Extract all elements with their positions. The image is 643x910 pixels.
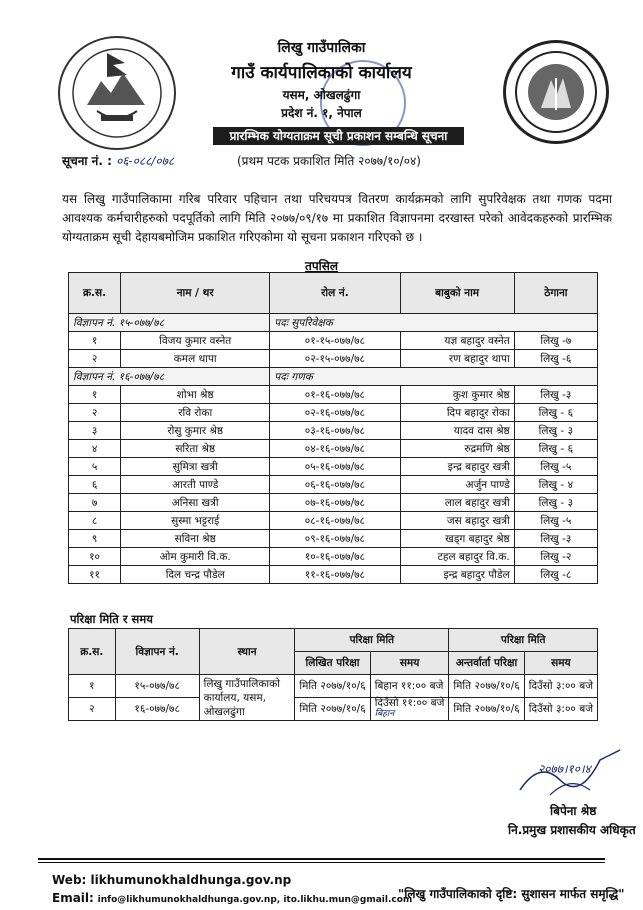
row-father-name: कुश कुमार श्रेष्ठ [400,386,514,404]
col-name: नाम / थर [121,273,270,314]
row-address: लिखु -७ [514,332,597,350]
row-name: रवि रोका [121,404,270,422]
row-roll-no: ०३-१६-०७७/७८ [270,422,400,440]
candidate-list-table [68,272,598,584]
signer-title: नि.प्रमुख प्रशासकीय अधिकृत [508,823,636,837]
row-roll-no: १०-१६-०७७/७८ [270,548,400,566]
row-roll-no: ०७-१६-०७७/७८ [270,494,400,512]
row-address: लिखु -५ [514,458,597,476]
municipality-name: लिखु गाउँपालिका [277,40,366,56]
handwritten-correction: बिहान [374,709,395,719]
row-name: सुमित्रा खत्री [121,458,270,476]
row-address: लिखु -५ [514,512,597,530]
exam-ad-no: १६-०७७/७८ [115,698,199,721]
row-roll-no: ०२-१६-०७७/७८ [270,404,400,422]
row-father-name: रण बहादुर थापा [400,350,514,368]
row-address: लिखु - ६ [514,440,597,458]
row-father-name: लाल बहादुर खत्री [400,494,514,512]
table-row [69,404,598,422]
exam-time2: दिउँसो ३:०० बजे [524,698,597,721]
exam-time1: बिहान ११:०० बजे [370,675,449,698]
row-name: ओम कुमारी वि.क. [121,548,270,566]
row-father-name: रुद्रमणि श्रेष्ठ [400,440,514,458]
row-father-name: खड्ग बहादुर श्रेष्ठ [400,530,514,548]
row-father-name: यज्ञ बहादुर वस्नेत [400,332,514,350]
row-father-name: दिप बहादुर रोका [400,404,514,422]
row-name: सरिता श्रेष्ठ [121,440,270,458]
row-sn: १ [69,386,121,404]
table-row [69,386,598,404]
row-father-name: इन्द्र बहादुर पौडेल [400,566,514,584]
row-sn: ९ [69,530,121,548]
table-header-row [69,273,598,314]
signature-icon [510,740,630,800]
exam-col-interview: अन्तर्वार्ता परिक्षा [449,652,524,675]
table-row [69,350,598,368]
row-father-name: यादव दास श्रेष्ठ [400,422,514,440]
ad-number-label: विज्ञापन नं. १५-०७७/७८ [69,314,270,332]
row-address: लिखु -३ [514,386,597,404]
table-row [69,512,598,530]
col-address: ठेगाना [514,273,597,314]
office-address: यसम, ओखलढुंगा [282,88,361,102]
table-row [69,332,598,350]
tapsil-heading: तपसिल [304,259,338,273]
exam-col-ad: विज्ञापन नं. [115,629,199,675]
exam-col-date-group: परिक्षा मिति [295,629,449,652]
row-address: लिखु -३ [514,530,597,548]
row-roll-no: ११-१६-०७७/७८ [270,566,400,584]
row-roll-no: ०९-१६-०७७/७८ [270,530,400,548]
exam-sn: २ [69,698,116,721]
row-name: विजय कुमार वस्नेत [121,332,270,350]
footer-web [52,873,291,887]
post-label: पदः गणक [270,368,598,386]
exam-time2: दिउँसो ३:०० बजे [524,675,597,698]
exam-col-time2: समय [524,652,597,675]
table-row [69,476,598,494]
exam-schedule-table [68,628,598,721]
notice-title: प्रारम्भिक योग्यताक्रम सूची प्रकाशन सम्बन्धि सूचना [213,127,464,145]
row-name: शोभा श्रेष्ठ [121,386,270,404]
exam-venue: लिखु गाउँपालिकाको कार्यालय, यसम, ओखलढुंगा [199,675,295,721]
handwritten-date: २०७७।१०।४ [538,762,591,776]
exam-interview-date: मिति २०७७/१०/६ [449,675,524,698]
reference-number [62,152,174,169]
row-roll-no: ०२-१५-०७७/७८ [270,350,400,368]
row-name: रोसु कुमार श्रेष्ठ [121,422,270,440]
table-row [69,530,598,548]
exam-time1-cell [370,698,449,721]
row-father-name: जस बहादुर खत्री [400,512,514,530]
row-roll-no: ०१-१६-०७७/७८ [270,386,400,404]
table-row [69,675,598,698]
reference-value: ०६-०८८/०७८ [116,154,175,168]
footer-email [52,891,412,905]
row-name: आरती पाण्डे [121,476,270,494]
row-name: कमल थापा [121,350,270,368]
exam-col-venue: स्थान [199,629,295,675]
exam-col-interview-group: परिक्षा मिति [449,629,598,652]
col-sn: क्र.स. [69,273,121,314]
col-father: बाबुको नाम [400,273,514,314]
row-sn: २ [69,404,121,422]
col-roll: रोल नं. [270,273,400,314]
email-link[interactable]: info@likhumunokhaldhunga.gov.np, ito.likhu.mun@gmail.com [97,895,413,905]
row-sn: ८ [69,512,121,530]
reference-label: सूचना नं. : [62,154,112,168]
row-name: दिल चन्द्र पौडेल [121,566,270,584]
exam-written-date: मिति २०७७/१०/६ [295,698,370,721]
web-label: Web: [52,873,87,887]
table-row [69,458,598,476]
exam-section-heading: परिक्षा मिति र समय [70,612,153,626]
table-header-row [69,629,598,652]
web-link[interactable]: likhumunokhaldhunga.gov.np [90,873,292,887]
row-sn: ६ [69,476,121,494]
row-address: लिखु - ३ [514,422,597,440]
row-sn: ४ [69,440,121,458]
row-address: लिखु -२ [514,548,597,566]
row-sn: १ [69,332,121,350]
exam-sn: १ [69,675,116,698]
province-line: प्रदेश नं. १, नेपाल [281,106,362,120]
row-address: लिखु - ६ [514,404,597,422]
footer-divider [38,862,605,863]
row-sn: ११ [69,566,121,584]
row-sn: १० [69,548,121,566]
exam-time1: दिउँसो ११:०० बजे [374,697,445,709]
exam-col-written: लिखित परिक्षा [295,652,370,675]
table-row [69,548,598,566]
row-roll-no: ०५-१६-०७७/७८ [270,458,400,476]
row-address: लिखु - ३ [514,494,597,512]
table-row [69,494,598,512]
row-father-name: इन्द्र बहादुर खत्री [400,458,514,476]
row-name: अनिसा खत्री [121,494,270,512]
row-name: सुस्मा भट्टराई [121,512,270,530]
exam-written-date: मिति २०७७/१०/६ [295,675,370,698]
row-roll-no: ०६-१६-०७७/७८ [270,476,400,494]
table-row [69,440,598,458]
email-label: Email: [52,891,94,905]
row-sn: ५ [69,458,121,476]
group-header-row [69,368,598,386]
row-father-name: टहल बहादुर वि.क. [400,548,514,566]
exam-col-sn: क्र.स. [69,629,116,675]
publication-note: (प्रथम पटक प्रकाशित मिति २०७७/१०/०४) [237,154,421,168]
table-row [69,698,598,721]
group-header-row [69,314,598,332]
exam-interview-date: मिति २०७७/१०/६ [449,698,524,721]
office-name: गाउँ कार्यपालिकाको कार्यालय [231,63,412,83]
exam-ad-no: १५-०७७/७८ [115,675,199,698]
row-roll-no: ०१-१५-०७७/७८ [270,332,400,350]
ad-number-label: विज्ञापन नं. १६-०७७/७८ [69,368,270,386]
row-address: लिखु - ४ [514,476,597,494]
signer-name: बिपेना श्रेष्ठ [550,804,597,818]
notice-body: यस लिखु गाउँपालिकामा गरिब परिवार पहिचान तथा परिचयपत्र वितरण कार्यक्रमको लागि सुपरिवेक्षक तथा गणक पदमा आवश्यक कर्मचारीहरुको पदपूर्तिको लागि मिति २०७७/०९/१७ मा प्रकाशित विज्ञापनमा दरखास्त परेको आवेदकहरुको प्रारम्भिक योग्यताक्रम सूची देहायबमोजिम प्रकाशित गरिएकोमा यो सूचना प्रकाशन गरिएको छ । [62,192,612,244]
row-address: लिखु -८ [514,566,597,584]
row-address: लिखु -६ [514,350,597,368]
post-label: पदः सुपरिवेक्षक [270,314,598,332]
row-name: सविना श्रेष्ठ [121,530,270,548]
row-sn: २ [69,350,121,368]
row-father-name: अर्जुन पाण्डे [400,476,514,494]
footer-motto: "लिखु गाउँपालिकाको दृष्टि: सुशासन मार्फत समृद्धि" [398,887,625,901]
row-sn: ३ [69,422,121,440]
exam-col-time1: समय [370,652,449,675]
footer-divider [38,858,605,860]
table-row [69,422,598,440]
row-roll-no: ०४-१६-०७७/७८ [270,440,400,458]
table-row [69,566,598,584]
row-sn: ७ [69,494,121,512]
row-roll-no: ०८-१६-०७७/७८ [270,512,400,530]
